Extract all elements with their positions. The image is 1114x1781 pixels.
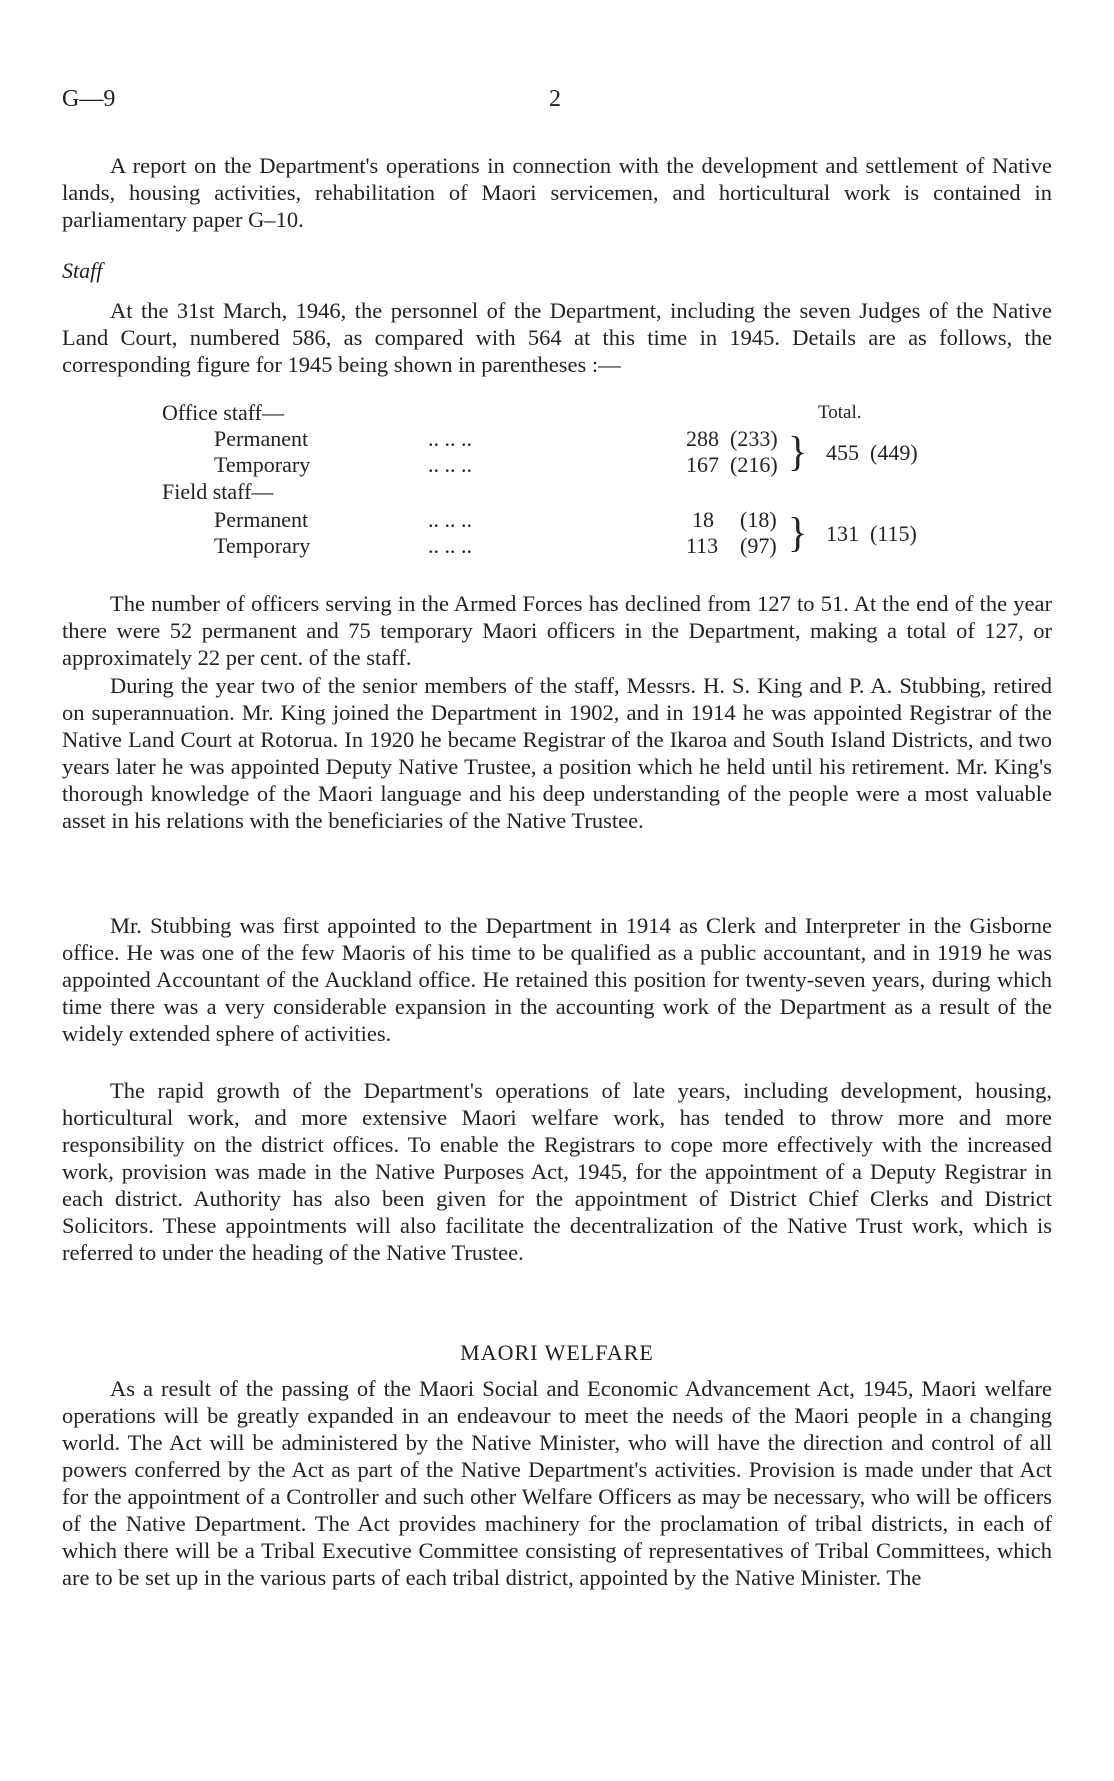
row-dots: .. .. .. [428,452,472,477]
group-total: 131 [826,521,859,546]
row-label: Temporary [214,452,311,477]
staff-table [0,400,1114,570]
group-total-previous: (449) [870,440,918,465]
maori-welfare-paragraph: As a result of the passing of the Maori Social and Economic Advancement Act, 1945, Maori welfare operations will be greatly expanded in an endeavour to meet the needs of the Maori people in a changing world. The Act will be administered by the Native Minister, who will have the direction and control of all powers conferred by the Act as part of the Native Department's activities. Provision is made under that Act for the appointment of a Controller and such other Welfare Officers as may be necessary, who will be officers of the Native Department. The Act provides machinery for the proclamation of tribal districts, in each of which there will be a Tribal Executive Committee consisting of representatives of Tribal Committees, which are to be set up in the various parts of each tribal district, appointed by the Native Minister. The [62,1376,1052,1590]
row-previous-value: (18) [740,507,777,532]
row-previous-value: (216) [730,452,778,477]
armed-forces-paragraph: The number of officers serving in the Armed Forces has declined from 127 to 51. At the end of the year there were 52 permanent and 75 temporary Maori officers in the Department, making a total of 127, or approximately 22 per cent. of the staff. [62,591,1052,670]
row-previous-value: (233) [730,426,778,451]
group-brace: } [788,508,808,557]
row-dots: .. .. .. [428,507,472,532]
stubbing-paragraph: Mr. Stubbing was first appointed to the Department in 1914 as Clerk and Interpreter in the Gisborne office. He was one of the few Maoris of his time to be qualified as a public accountant, and in 1919 he was appointed Accountant of the Auckland office. He retained this position for twenty-seven years, during which time there was a very considerable expansion in the accounting work of the Department as a result of the widely extended sphere of activities. [62,913,1052,1046]
page-header [62,86,1052,126]
row-dots: .. .. .. [428,426,472,451]
row-label: Permanent [214,507,309,532]
staff-subheading: Staff [62,258,103,283]
row-label: Temporary [214,533,311,558]
total-column-header: Total. [818,402,862,423]
row-dots: .. .. .. [428,533,472,558]
staff-summary-paragraph: At the 31st March, 1946, the personnel of the Department, including the seven Judges of the Native Land Court, numbered 586, as compared with 564 at this time in 1945. Details are as follows, the corresponding figure for 1945 being shown in parentheses :— [62,298,1052,377]
group-total-previous: (115) [870,521,917,546]
document-reference: G—9 [62,86,116,112]
row-label: Permanent [214,426,309,451]
group-label: Office staff— [162,400,284,425]
row-value: 113 [686,533,719,558]
row-value: 167 [686,452,719,477]
growth-paragraph: The rapid growth of the Department's operations of late years, including development, housing, horticultural work, and more extensive Maori welfare work, has tended to throw more and more responsibility on the district offices. To enable the Registrars to cope more effectively with the increased work, provision was made in the Native Purposes Act, 1945, for the appointment of a Deputy Registrar in each district. Authority has also been given for the appointment of District Chief Clerks and District Solicitors. These appointments will also facilitate the decentralization of the Native Trust work, which is referred to under the heading of the Native Trustee. [62,1078,1052,1265]
row-value: 18 [692,507,714,532]
maori-welfare-heading: MAORI WELFARE [460,1340,654,1365]
intro-paragraph: A report on the Department's operations in connection with the development and settlement of Native lands, housing activities, rehabilitation of Maori servicemen, and horticultural work is contained in parliamentary paper G–10. [62,153,1052,232]
page-number: 2 [549,86,561,112]
retirements-paragraph: During the year two of the senior members of the staff, Messrs. H. S. King and P. A. Stubbing, retired on superannuation. Mr. King joined the Department in 1902, and in 1914 he was appointed Registrar of the Native Land Court at Rotorua. In 1920 he became Registrar of the Ikaroa and South Island Districts, and two years later he was appointed Deputy Native Trustee, a position which he held until his retirement. Mr. King's thorough knowledge of the Maori language and his deep understanding of the people were a most valuable asset in his relations with the beneficiaries of the Native Trustee. [62,673,1052,833]
group-label: Field staff— [162,479,274,504]
group-total: 455 [826,440,859,465]
group-brace: } [788,427,808,476]
row-previous-value: (97) [740,533,777,558]
row-value: 288 [686,426,719,451]
